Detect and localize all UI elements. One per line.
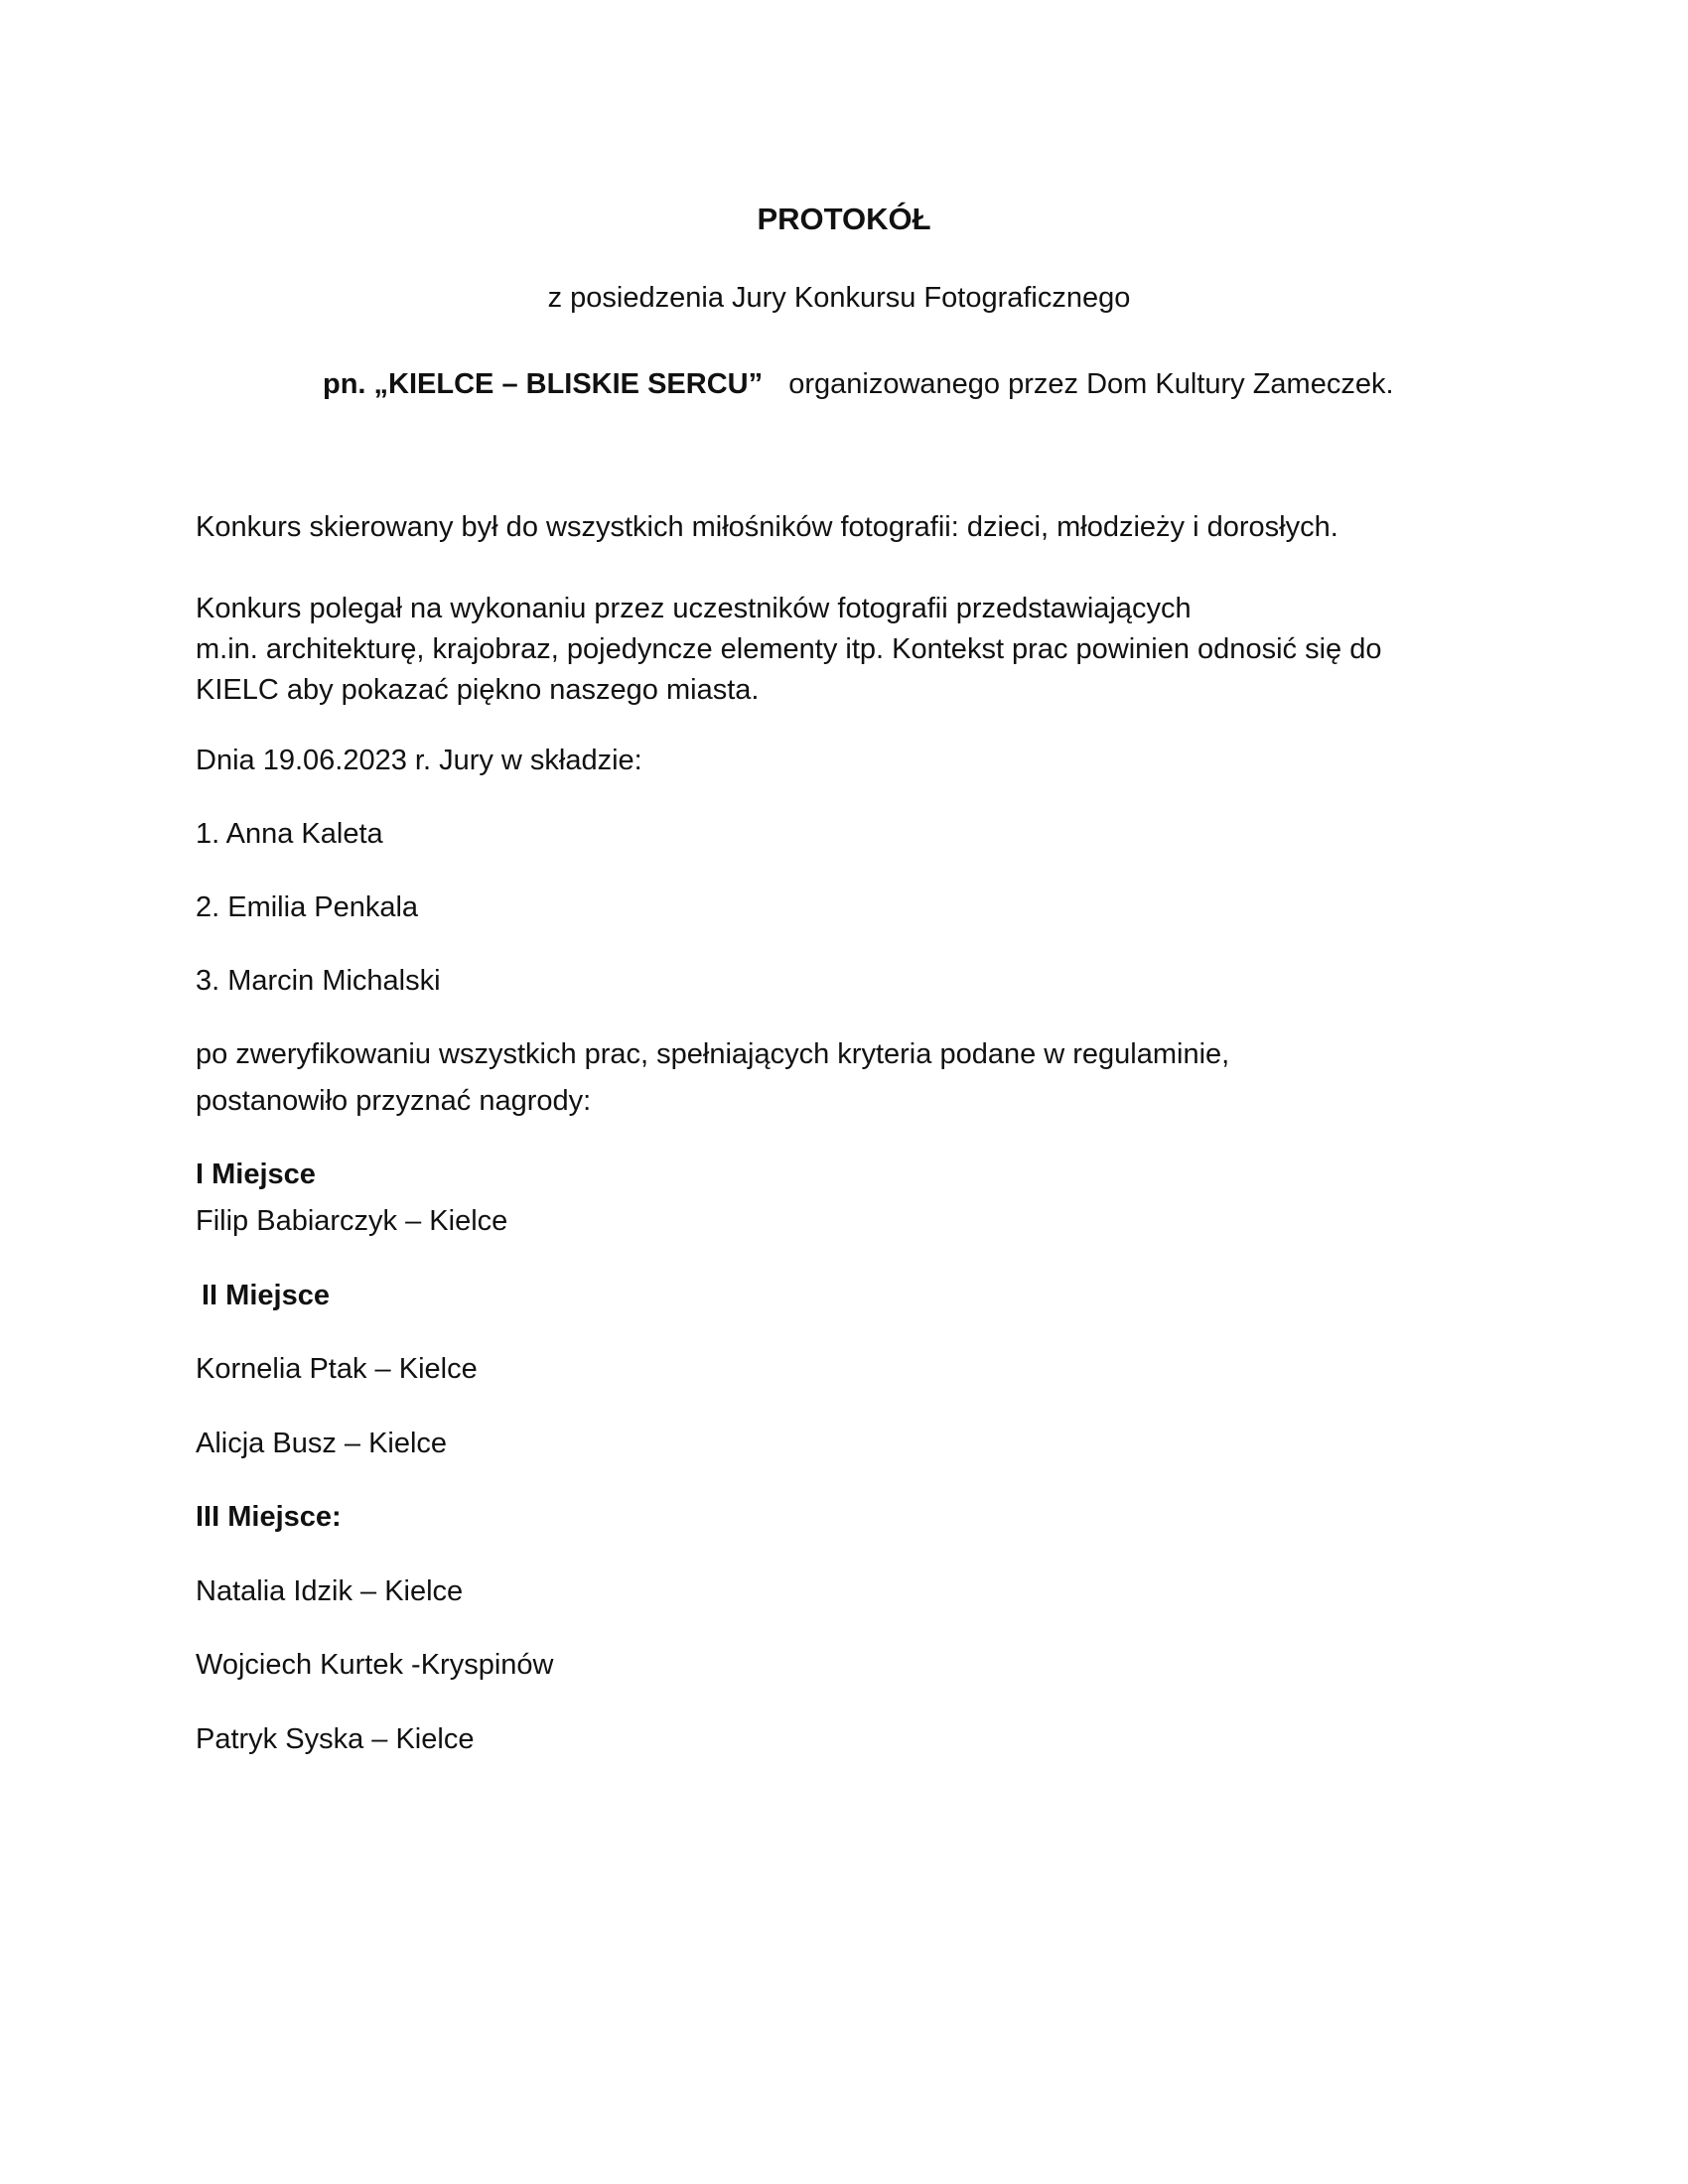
description-line-1: Konkurs polegał na wykonaniu przez uczestników fotografii przedstawiających bbox=[196, 593, 1192, 624]
jury-member: 2. Emilia Penkala bbox=[196, 891, 419, 923]
document-subtitle: z posiedzenia Jury Konkursu Fotograficznego bbox=[547, 282, 1131, 314]
jury-member: 3. Marcin Michalski bbox=[196, 965, 441, 997]
second-place-winner: Alicja Busz – Kielce bbox=[196, 1428, 448, 1459]
contest-line bbox=[323, 367, 1394, 402]
first-place-heading: I Miejsce bbox=[196, 1159, 316, 1190]
third-place-winner: Natalia Idzik – Kielce bbox=[196, 1575, 464, 1607]
decision-line-2: postanowiło przyznać nagrody: bbox=[196, 1085, 592, 1117]
intro-paragraph: Konkurs skierowany był do wszystkich miłośników fotografii: dzieci, młodzieży i dorosłych. bbox=[196, 511, 1338, 543]
third-place-winner: Wojciech Kurtek -Kryspinów bbox=[196, 1649, 554, 1681]
third-place-winner: Patryk Syska – Kielce bbox=[196, 1723, 475, 1755]
second-place-heading: II Miejsce bbox=[202, 1280, 330, 1311]
document-title: PROTOKÓŁ bbox=[757, 202, 931, 236]
first-place-winner: Filip Babiarczyk – Kielce bbox=[196, 1205, 508, 1237]
jury-intro: Dnia 19.06.2023 r. Jury w składzie: bbox=[196, 745, 642, 776]
contest-name: pn. „KIELCE – BLISKIE SERCU” bbox=[323, 368, 764, 400]
jury-member: 1. Anna Kaleta bbox=[196, 818, 383, 850]
description-line-3: KIELC aby pokazać piękno naszego miasta. bbox=[196, 674, 760, 706]
third-place-heading: III Miejsce: bbox=[196, 1501, 342, 1533]
decision-line-1: po zweryfikowaniu wszystkich prac, spełniających kryteria podane w regulaminie, bbox=[196, 1038, 1230, 1070]
second-place-winner: Kornelia Ptak – Kielce bbox=[196, 1353, 478, 1385]
description-line-2: m.in. architekturę, krajobraz, pojedyncze elementy itp. Kontekst prac powinien odnosić się do bbox=[196, 633, 1382, 665]
contest-organizer: organizowanego przez Dom Kultury Zameczek. bbox=[788, 368, 1394, 400]
